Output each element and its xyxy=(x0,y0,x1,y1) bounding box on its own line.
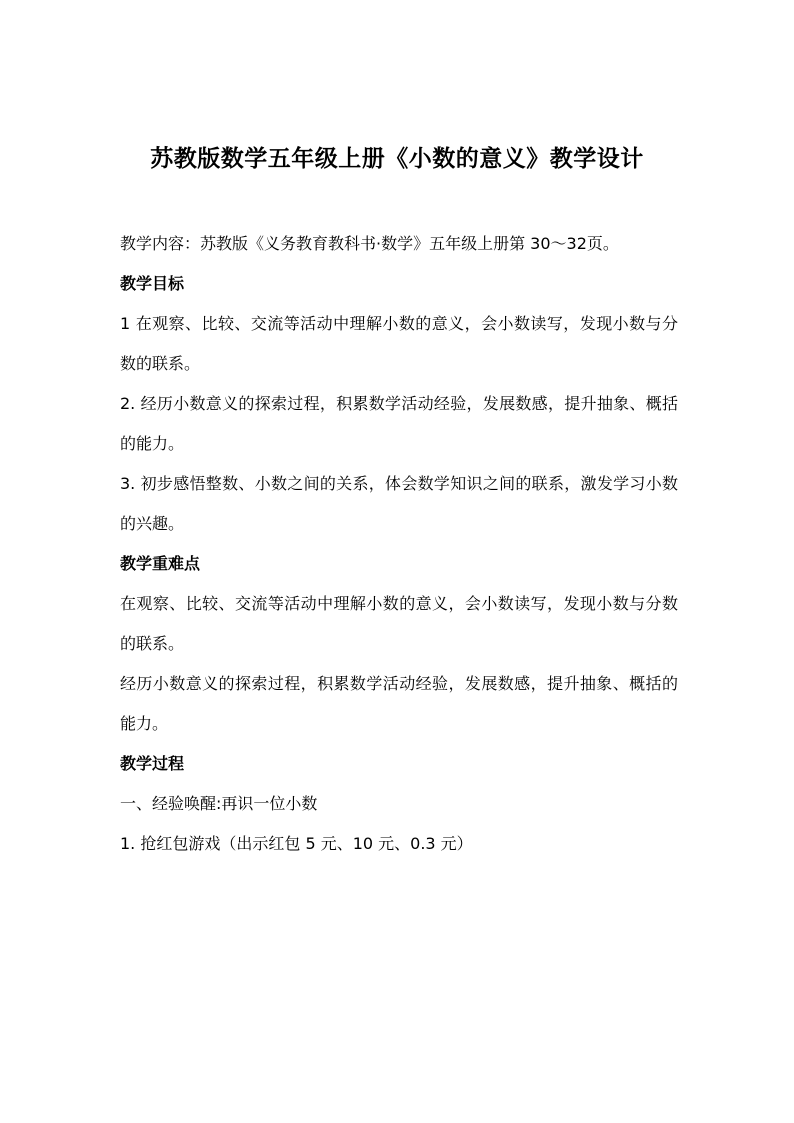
paragraph-goal-1: 1 在观察、比较、交流等活动中理解小数的意义，会小数读写，发现小数与分数的联系。 xyxy=(120,314,678,373)
paragraph-step-one: 1. 抢红包游戏（出示红包 5 元、10 元、0.3 元） xyxy=(120,834,473,853)
paragraph-difficulty: 经历小数意义的探索过程，积累数学活动经验，发展数感，提升抽象、概括的能力。 xyxy=(120,674,678,733)
document-title: 苏教版数学五年级上册《小数的意义》教学设计 xyxy=(150,145,644,172)
paragraph-key-point: 在观察、比较、交流等活动中理解小数的意义，会小数读写，发现小数与分数的联系。 xyxy=(120,594,678,653)
heading-teaching-process: 教学过程 xyxy=(120,754,185,773)
paragraph-goal-2: 2. 经历小数意义的探索过程，积累数学活动经验，发展数感，提升抽象、概括的能力。 xyxy=(120,394,678,453)
paragraph-section-one: 一、经验唤醒:再识一位小数 xyxy=(120,794,318,813)
heading-key-difficulties: 教学重难点 xyxy=(120,554,201,573)
paragraph-goal-3: 3. 初步感悟整数、小数之间的关系，体会数学知识之间的联系，激发学习小数的兴趣。 xyxy=(120,474,678,533)
paragraph-teaching-content: 教学内容：苏教版《义务教育教科书·数学》五年级上册第 30～32页。 xyxy=(120,234,619,253)
document-body xyxy=(120,224,678,864)
heading-teaching-goals: 教学目标 xyxy=(120,274,185,293)
